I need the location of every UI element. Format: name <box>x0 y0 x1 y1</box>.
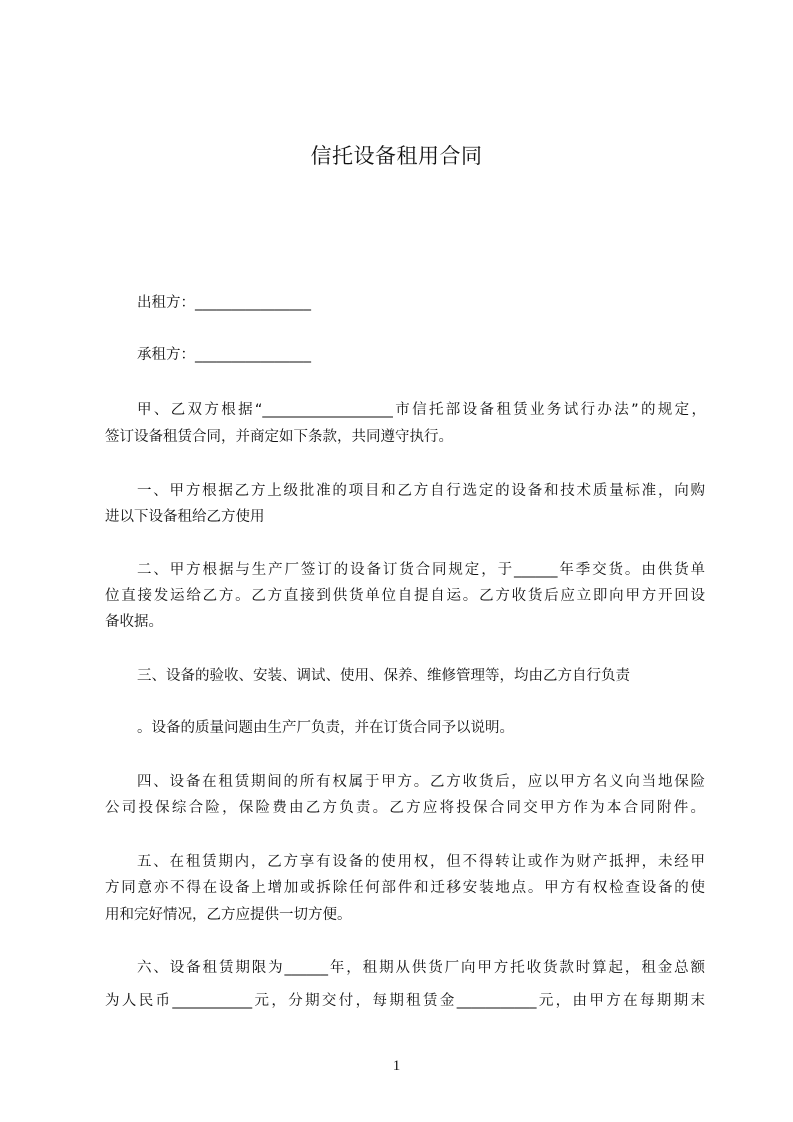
clause-5-line-1: 五、在租赁期内，乙方享有设备的使用权，但不得转让或作为财产抵押，未经甲 <box>137 854 705 870</box>
clause-2-line-2: 位直接发运给乙方。乙方直接到供货单位自提自运。乙方收货后应立即向甲方开回设 <box>105 588 705 604</box>
clause-6-line-2: 为人民币___________元，分期交付，每期租赁金___________元，由甲方在每期期末 <box>105 993 705 1009</box>
contract-title: 信托设备租用合同 <box>310 144 483 168</box>
clause-1-line-1: 一、甲方根据乙方上级批准的项目和乙方自行选定的设备和技术质量标准，向购 <box>137 483 705 499</box>
clause-3-line-1: 三、设备的验收、安装、调试、使用、保养、维修管理等，均由乙方自行负责 <box>137 668 630 684</box>
lessor-line: 出租方：________________ <box>137 295 311 311</box>
clause-5-line-2: 方同意亦不得在设备上增加或拆除任何部件和迁移安装地点。甲方有权检查设备的使 <box>105 880 705 896</box>
clause-3-line-2: 。设备的质量问题由生产厂负责，并在订货合同予以说明。 <box>137 720 514 736</box>
clause-4-line-1: 四、设备在租赁期间的所有权属于甲方。乙方收货后，应以甲方名义向当地保险 <box>137 774 705 790</box>
lessee-line: 承租方：________________ <box>137 347 311 363</box>
clause-6-line-1: 六、设备租赁期限为______年，租期从供货厂向甲方托收货款时算起，租金总额 <box>137 960 705 976</box>
preamble-line-1: 甲、乙双方根据“__________________市信托部设备租赁业务试行办法”的规定， <box>137 402 706 418</box>
clause-4-line-2: 公司投保综合险，保险费由乙方负责。乙方应将投保合同交甲方作为本合同附件。 <box>105 800 705 816</box>
clause-1-line-2: 进以下设备租给乙方使用 <box>105 509 265 525</box>
page-number: 1 <box>392 1058 401 1074</box>
clause-5-line-3: 用和完好情况，乙方应提供一切方便。 <box>105 907 352 923</box>
clause-2-line-1: 二、甲方根据与生产厂签订的设备订货合同规定，于______年季交货。由供货单 <box>137 562 705 578</box>
preamble-line-2: 签订设备租赁合同，并商定如下条款，共同遵守执行。 <box>105 429 453 445</box>
clause-2-line-3: 备收据。 <box>105 614 163 630</box>
